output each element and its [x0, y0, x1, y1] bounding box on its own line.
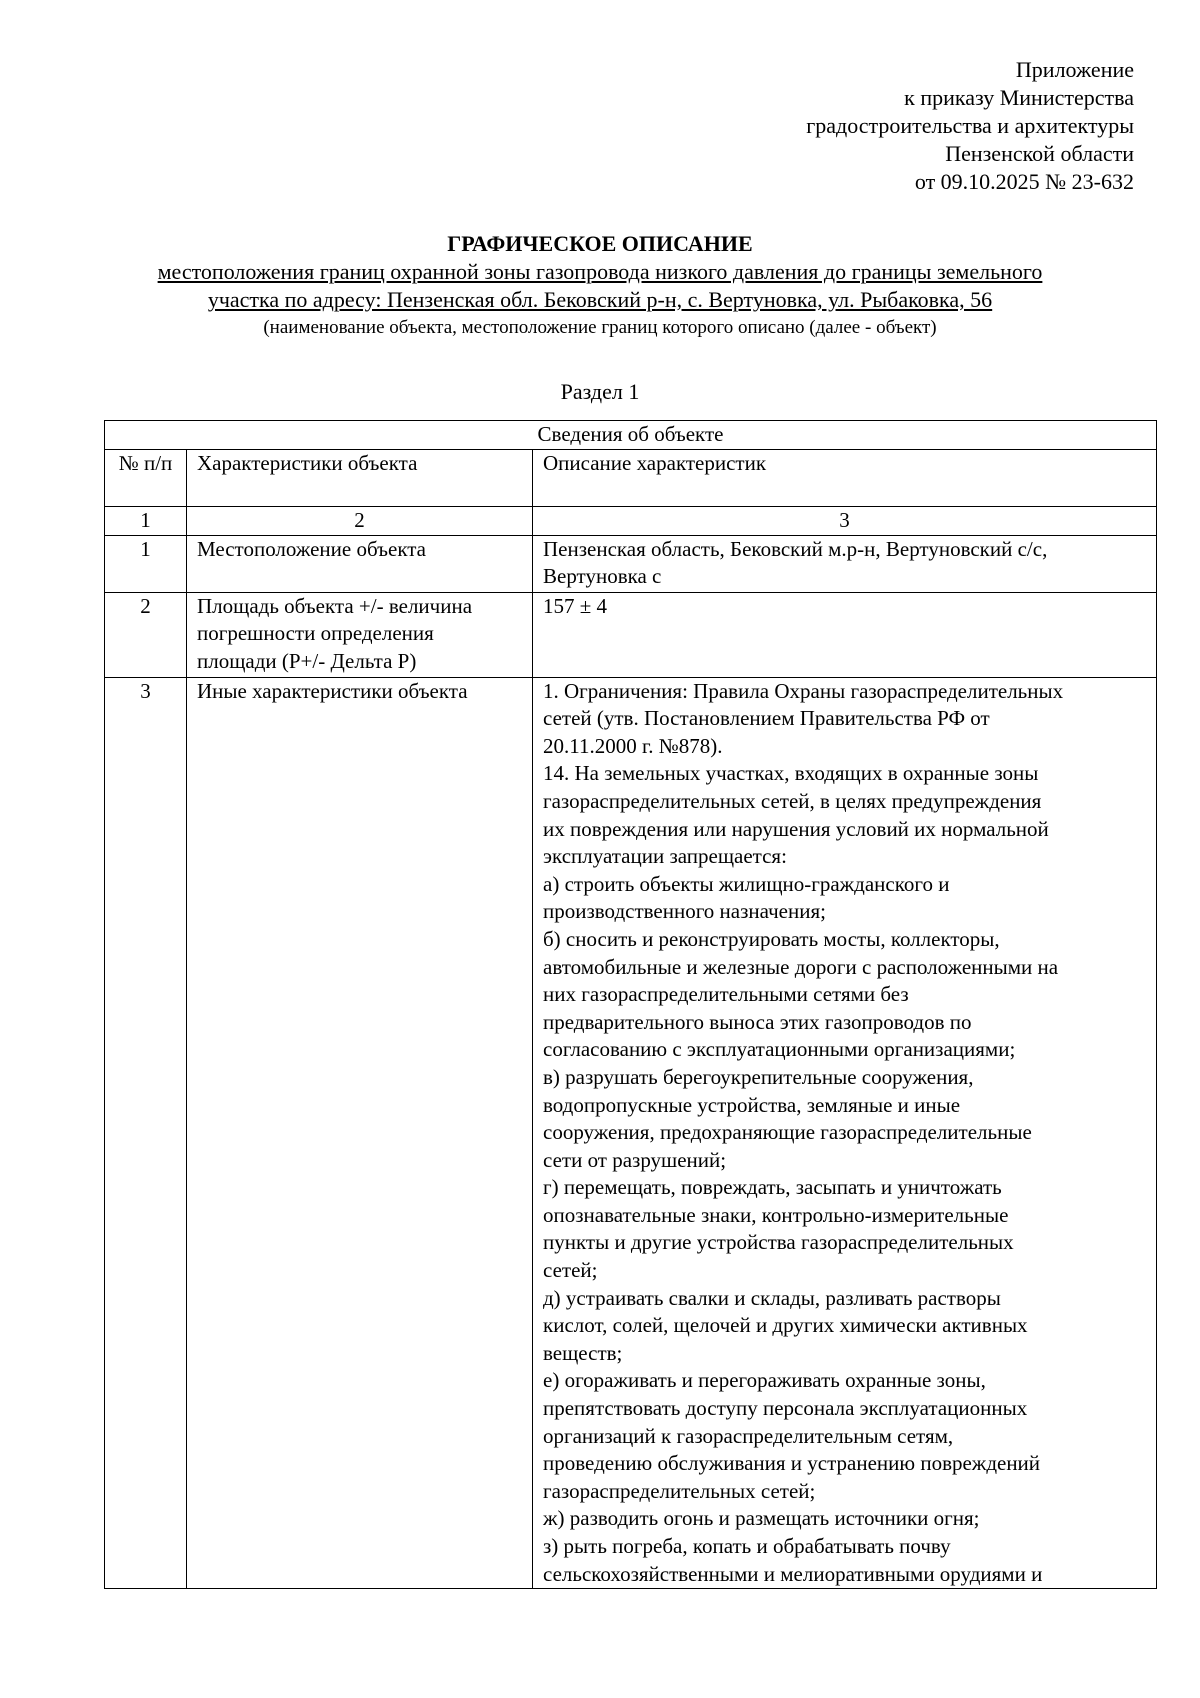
description-line: препятствовать доступу персонала эксплуатационных	[543, 1396, 1028, 1421]
description-line: 20.11.2000 г. №878).	[543, 733, 723, 758]
characteristic-line: площади (Р+/- Дельта Р)	[197, 648, 417, 673]
row-description	[533, 592, 1157, 677]
row-number: 1	[105, 535, 187, 592]
appendix-order-date: от 09.10.2025 № 23-632	[914, 169, 1134, 194]
column-index: 1	[105, 507, 187, 536]
row-characteristic	[187, 592, 533, 677]
description-line: а) строить объекты жилищно-гражданского и	[543, 871, 950, 896]
row-number: 2	[105, 592, 187, 677]
description-line: д) устраивать свалки и склады, разливать растворы	[543, 1285, 1001, 1310]
description-line: газораспределительных сетей;	[543, 1478, 816, 1503]
row-characteristic: Местоположение объекта	[187, 535, 533, 592]
appendix-line: к приказу Министерства	[904, 85, 1134, 110]
object-info-table	[104, 420, 1157, 1589]
header-characteristic: Характеристики объекта	[187, 450, 533, 507]
subject-line: местоположения границ охранной зоны газопровода низкого давления до границы земельного	[157, 259, 1043, 284]
description-line: ж) разводить огонь и размещать источники огня;	[543, 1506, 980, 1531]
row-description	[533, 677, 1157, 1589]
table-caption: Сведения об объекте	[105, 421, 1157, 450]
description-line: сети от разрушений;	[543, 1147, 727, 1172]
description-line: Вертуновка с	[543, 564, 662, 589]
description-line: веществ;	[543, 1340, 623, 1365]
description-line: е) огораживать и перегораживать охранные зоны,	[543, 1368, 986, 1393]
description-line: в) разрушать берегоукрепительные сооружения,	[543, 1064, 974, 1089]
row-number: 3	[105, 677, 187, 1589]
description-line: сооружения, предохраняющие газораспределительные	[543, 1120, 1032, 1145]
description-line: проведению обслуживания и устранению повреждений	[543, 1451, 1041, 1476]
header-description: Описание характеристик	[533, 450, 1157, 507]
description-line: сетей;	[543, 1258, 598, 1283]
characteristic-line: Площадь объекта +/- величина	[197, 593, 473, 618]
description-line: 14. На земельных участках, входящих в охранные зоны	[543, 761, 1039, 786]
description-line: их повреждения или нарушения условий их нормальной	[543, 816, 1049, 841]
table-header-row	[105, 450, 1157, 507]
description-line: организаций к газораспределительным сетям,	[543, 1423, 954, 1448]
description-line: Пензенская область, Бековский м.р-н, Вертуновский с/с,	[543, 536, 1048, 561]
header-num: № п/п	[105, 450, 187, 507]
appendix-line: градостроительства и архитектуры	[806, 113, 1134, 138]
description-line: г) перемещать, повреждать, засыпать и уничтожать	[543, 1175, 1002, 1200]
description-line: з) рыть погреба, копать и обрабатывать почву	[543, 1534, 951, 1558]
column-index: 3	[533, 507, 1157, 536]
description-line: сельскохозяйственными и мелиоративными орудиями и	[543, 1561, 1043, 1586]
table-row	[105, 592, 1157, 677]
description-line: них газораспределительными сетями без	[543, 982, 909, 1007]
column-index-row	[105, 507, 1157, 536]
table-caption-row	[105, 421, 1157, 450]
row-description	[533, 535, 1157, 592]
description-line: 157 ± 4	[543, 593, 608, 618]
section-label: Раздел 1	[560, 379, 640, 404]
title-block	[80, 230, 1120, 342]
description-line: эксплуатации запрещается:	[543, 844, 787, 869]
subject-note: (наименование объекта, местоположение границ которого описано (далее - объект)	[263, 317, 937, 338]
subject-line: участка по адресу: Пензенская обл. Бековский р-н, с. Вертуновка, ул. Рыбаковка, 56	[207, 287, 993, 312]
description-line: б) сносить и реконструировать мосты, коллекторы,	[543, 926, 1000, 951]
characteristic-line: погрешности определения	[197, 621, 434, 646]
description-line: газораспределительных сетей, в целях предупреждения	[543, 788, 1042, 813]
appendix-block	[806, 56, 1134, 196]
description-line: предварительного выноса этих газопроводов по	[543, 1009, 972, 1034]
description-line: автомобильные и железные дороги с расположенными на	[543, 954, 1059, 979]
description-line: пункты и другие устройства газораспределительных	[543, 1230, 1014, 1255]
description-line: опознавательные знаки, контрольно-измерительные	[543, 1202, 1009, 1227]
description-line: кислот, солей, щелочей и других химически активных	[543, 1313, 1028, 1338]
description-line: 1. Ограничения: Правила Охраны газораспределительных	[543, 678, 1064, 703]
appendix-line: Приложение	[1015, 57, 1134, 82]
appendix-line: Пензенской области	[945, 141, 1134, 166]
row-characteristic: Иные характеристики объекта	[187, 677, 533, 1589]
column-index: 2	[187, 507, 533, 536]
document-title: ГРАФИЧЕСКОЕ ОПИСАНИЕ	[447, 231, 753, 256]
description-line: сетей (утв. Постановлением Правительства РФ от	[543, 706, 990, 731]
description-line: производственного назначения;	[543, 899, 826, 924]
table-row	[105, 677, 1157, 1589]
table-row	[105, 535, 1157, 592]
description-line: водопропускные устройства, земляные и иные	[543, 1092, 961, 1117]
description-line: согласованию с эксплуатационными организациями;	[543, 1037, 1016, 1062]
